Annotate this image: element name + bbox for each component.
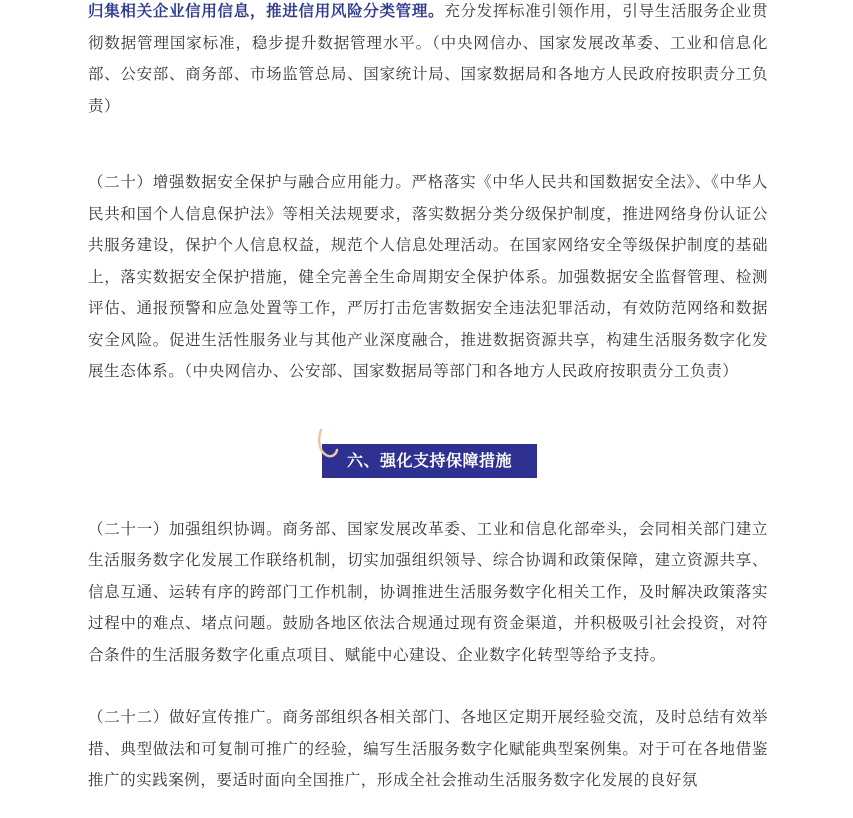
paragraph-21: （二十一）加强组织协调。商务部、国家发展改革委、工业和信息化部牵头，会同相关部门建立生活服务数字化发展工作联络机制，切实加强组织领导、综合协调和政策保障，建立资源共享、信息互通、运转有序的跨部门工作机制，协调推进生活服务数字化相关工作，及时解决政策落实过程中的难点、堵点问题。鼓励各地区依法合规通过现有资金渠道，并积极吸引社会投资，对符合条件的生活服务数字化重点项目、赋能中心建设、企业数字化转型等给予支持。 — [88, 519, 768, 664]
section-title: 六、强化支持保障措施 — [322, 444, 537, 478]
paragraph-22: （二十二）做好宣传推广。商务部组织各相关部门、各地区定期开展经验交流，及时总结有效举措、典型做法和可复制可推广的经验，编写生活服务数字化赋能典型案例集。对于可在各地借鉴推广的实践案例，要适时面向全国推广，形成全社会推动生活服务数字化发展的良好氛 — [88, 708, 768, 789]
paragraph-19-text: 充分发挥标准引领作用，引导生活服务企业贯彻数据管理国家标准，稳步提升数据管理水平。（中央网信办、国家发展改革委、工业和信息化部、公安部、商务部、市场监管总局、国家统计局、国家数据局和各地方人民政府按职责分工负责） — [88, 2, 768, 115]
paragraph-20: （二十）增强数据安全保护与融合应用能力。严格落实《中华人民共和国数据安全法》、《中华人民共和国个人信息保护法》等相关法规要求，落实数据分类分级保护制度，推进网络身份认证公共服务建设，保护个人信息权益，规范个人信息处理活动。在国家网络安全等级保护制度的基础上，落实数据安全保护措施，健全完善全生命周期安全保护体系。加强数据安全监督管理、检测评估、通报预警和应急处置等工作，严厉打击危害数据安全违法犯罪活动，有效防范网络和数据安全风险。促进生活性服务业与其他产业深度融合，推进数据资源共享，构建生活服务数字化发展生态体系。（中央网信办、公安部、国家数据局等部门和各地方人民政府按职责分工负责） — [88, 173, 768, 380]
paragraph-19-tail — [88, 0, 768, 122]
section-header — [88, 388, 768, 484]
article-body — [88, 0, 768, 797]
hook-decoration-icon — [317, 428, 339, 460]
paragraph-19-highlight: 归集相关企业信用信息，推进信用风险分类管理。 — [88, 2, 445, 20]
